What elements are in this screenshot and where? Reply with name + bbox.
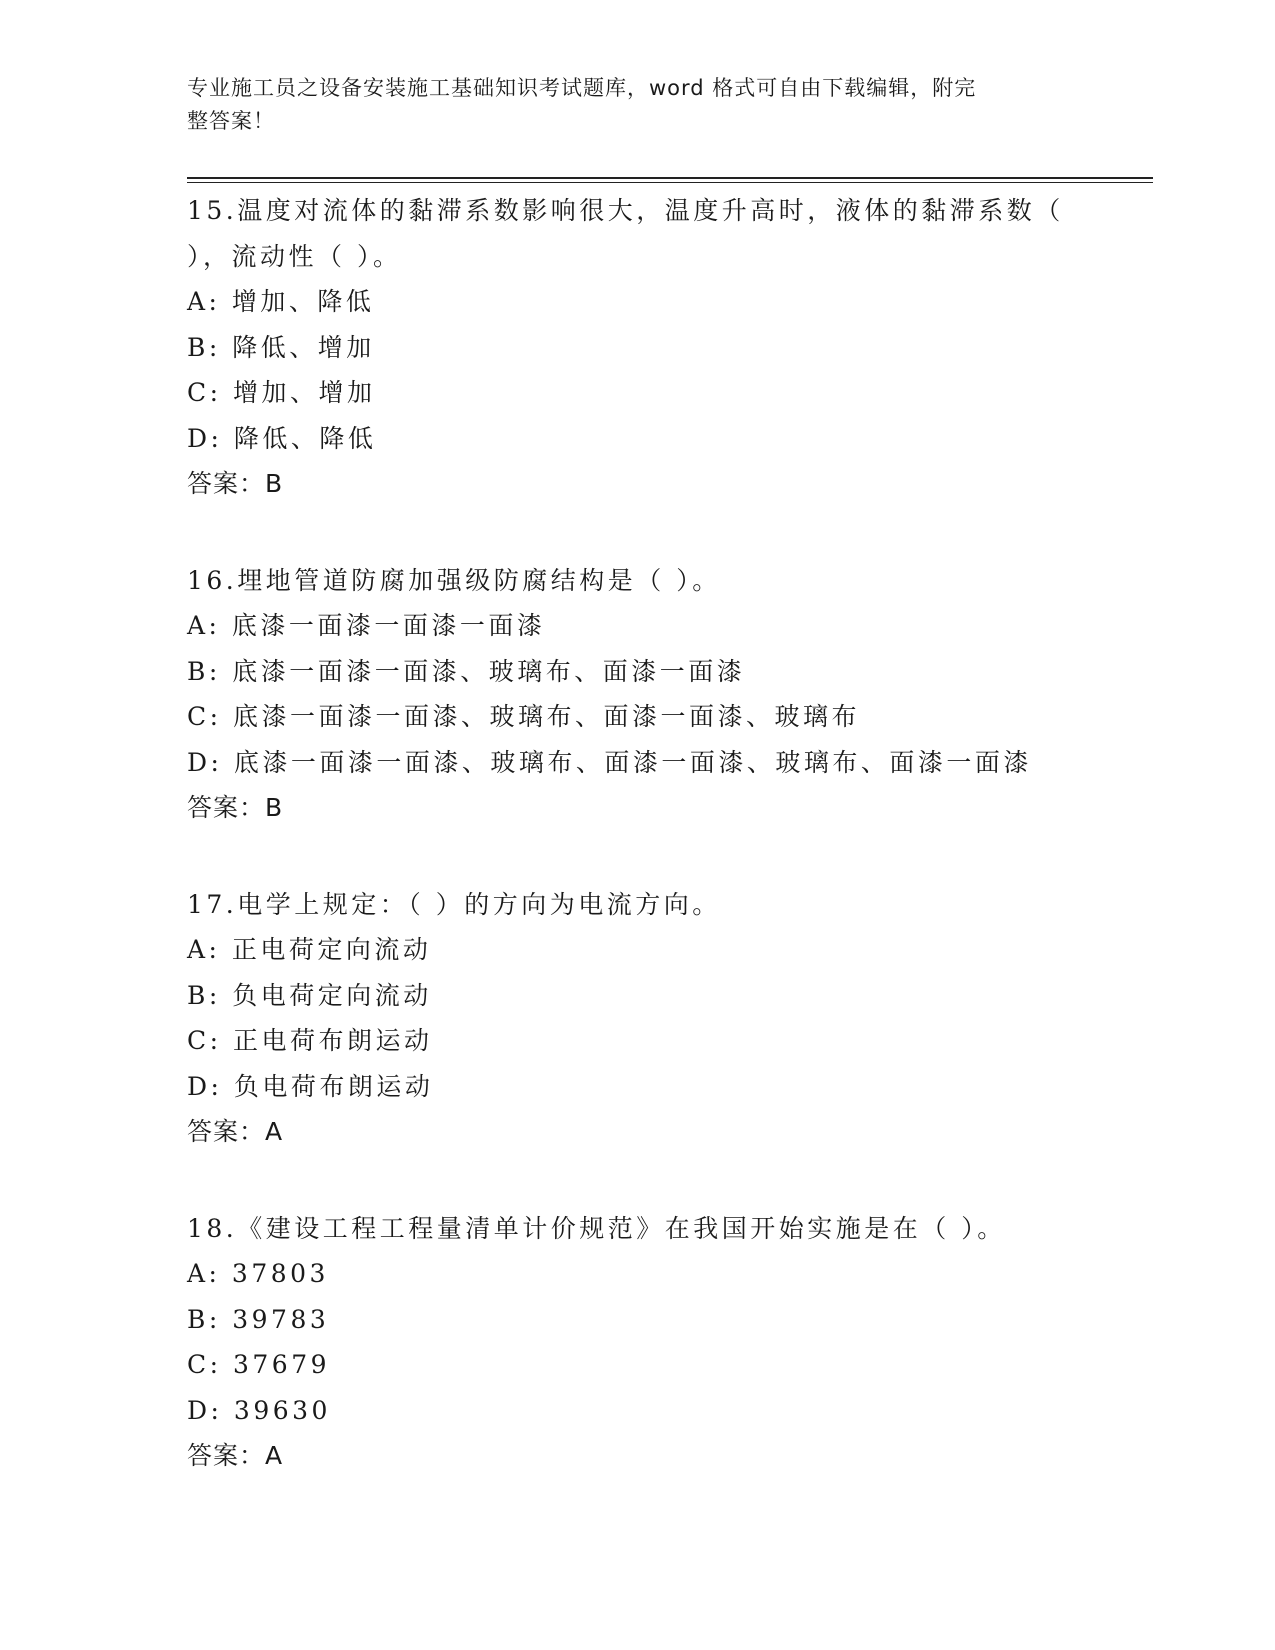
option-c: C: 增加、增加 [187, 378, 376, 407]
answer-line: 答案：A [187, 1117, 284, 1146]
option-b: B: 39783 [187, 1304, 330, 1334]
question-16 [187, 558, 1087, 831]
option-b: B: 负电荷定向流动 [187, 980, 432, 1010]
option-d: D: 39630 [187, 1395, 331, 1425]
question-list [187, 188, 1087, 1530]
question-stem: 15.温度对流体的黏滞系数影响很大，温度升高时，液体的黏滞系数（ [187, 196, 1064, 225]
option-b: B: 底漆一面漆一面漆、玻璃布、面漆一面漆 [187, 656, 746, 686]
question-stem: 16.埋地管道防腐加强级防腐结构是（ ）。 [187, 565, 721, 595]
option-c: C: 正电荷布朗运动 [187, 1026, 433, 1055]
header-divider-thick [187, 177, 1153, 179]
answer-line: 答案：A [187, 1441, 284, 1470]
option-d: D: 降低、降低 [187, 423, 377, 453]
answer-line: 答案：B [187, 469, 284, 498]
option-c: C: 底漆一面漆一面漆、玻璃布、面漆一面漆、玻璃布 [187, 702, 861, 731]
option-a: A: 增加、降低 [187, 287, 375, 316]
option-d: D: 底漆一面漆一面漆、玻璃布、面漆一面漆、玻璃布、面漆一面漆 [187, 747, 1032, 777]
question-stem: 18.《建设工程工程量清单计价规范》在我国开始实施是在（ ）。 [187, 1213, 1006, 1243]
header-line-2: 整答案！ [187, 109, 275, 133]
question-15 [187, 188, 1087, 507]
question-stem-continued: ），流动性（ ）。 [187, 241, 402, 271]
option-b: B: 降低、增加 [187, 332, 375, 362]
answer-line: 答案：B [187, 793, 284, 822]
option-a: A: 37803 [187, 1259, 329, 1288]
header-divider-thin [187, 182, 1153, 183]
question-18 [187, 1206, 1087, 1479]
document-header [187, 72, 1067, 138]
header-line-1: 专业施工员之设备安装施工基础知识考试题库，word 格式可自由下载编辑，附完 [187, 76, 977, 100]
question-17 [187, 882, 1087, 1155]
question-stem: 17.电学上规定：（ ）的方向为电流方向。 [187, 889, 721, 919]
option-c: C: 37679 [187, 1350, 331, 1379]
option-a: A: 底漆一面漆一面漆一面漆 [187, 611, 546, 640]
option-d: D: 负电荷布朗运动 [187, 1071, 434, 1101]
option-a: A: 正电荷定向流动 [187, 935, 432, 964]
